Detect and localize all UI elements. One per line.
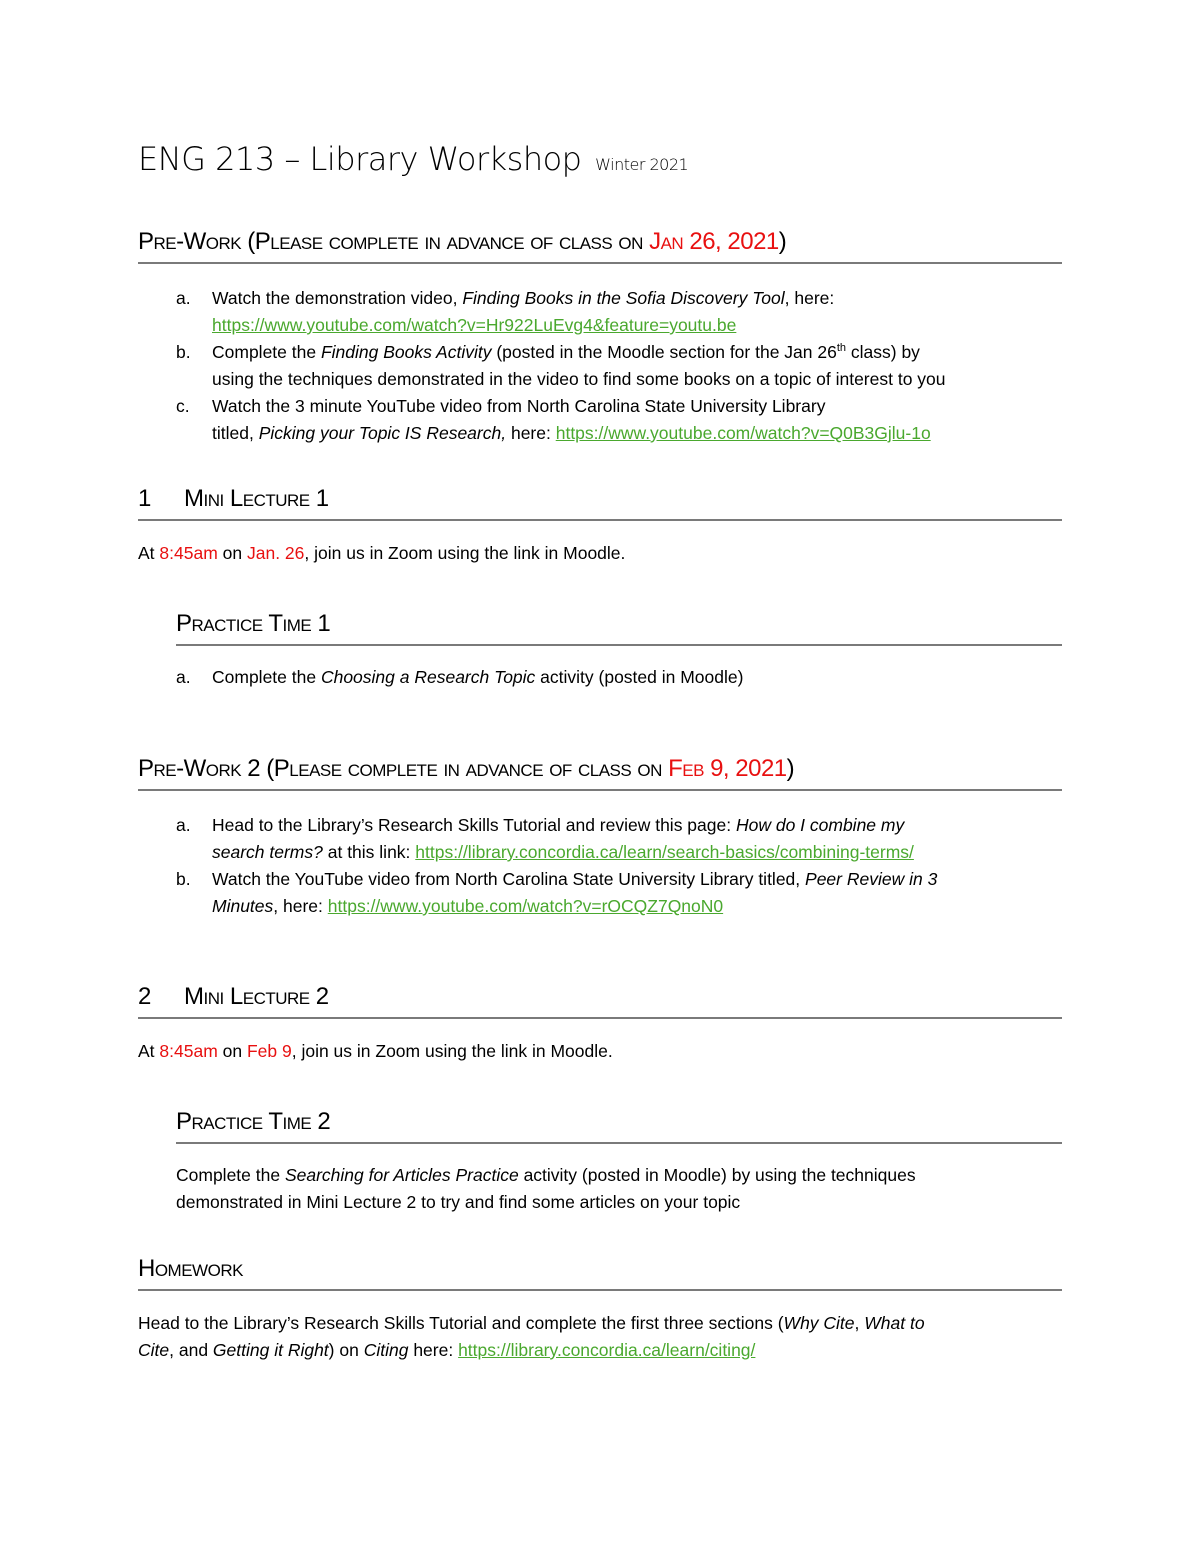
- list-item: [176, 339, 946, 393]
- lecture2-date: Feb 9: [246, 1041, 292, 1061]
- para-text: on: [217, 1041, 247, 1061]
- lecture2-heading: [138, 983, 1062, 1019]
- item-italic: Peer Review in 3: [805, 869, 938, 889]
- lecture1-time: 8:45am: [159, 543, 218, 563]
- practice1-heading-text: Practice Time 1: [176, 610, 331, 637]
- prework1-heading-suffix: ): [778, 228, 787, 255]
- practice2-heading: [176, 1108, 1062, 1144]
- prework2-heading-text: Pre-Work 2 (Please complete in advance of class on: [138, 755, 669, 782]
- list-marker: b.: [176, 342, 191, 362]
- item-italic: Choosing a Research Topic: [320, 667, 536, 687]
- item-text: (posted in the Moodle section for the Jan 26: [491, 342, 837, 362]
- item-text: here:: [506, 423, 556, 443]
- video-link[interactable]: https://www.youtube.com/watch?v=Q0B3Gjlu-1o: [555, 423, 931, 443]
- lecture2-time: 8:45am: [159, 1041, 218, 1061]
- lecture2-heading-text: Mini Lecture 2: [184, 983, 329, 1010]
- homework-paragraph: [138, 1310, 925, 1364]
- list-marker: a.: [176, 815, 191, 835]
- item-text: class) by: [846, 342, 920, 362]
- lecture1-heading-text: Mini Lecture 1: [184, 485, 329, 512]
- para-text: At: [138, 543, 160, 563]
- document-title: [138, 140, 688, 178]
- list-marker: a.: [176, 667, 191, 687]
- practice2-paragraph: [176, 1162, 916, 1216]
- para-text: ) on: [328, 1340, 364, 1360]
- list-item: [176, 664, 743, 691]
- para-text: , join us in Zoom using the link in Moodle.: [304, 543, 626, 563]
- item-text: Watch the YouTube video from North Carolina State University Library titled,: [212, 869, 806, 889]
- title-main: ENG 213 – Library Workshop: [138, 140, 582, 178]
- para-text: on: [217, 543, 247, 563]
- list-marker: b.: [176, 869, 191, 889]
- item-text: using the techniques demonstrated in the video to find some books on a topic of interest to you: [212, 369, 946, 389]
- lecture1-heading: [138, 485, 1062, 521]
- item-italic: Minutes: [212, 896, 274, 916]
- item-italic: Picking your Topic IS Research,: [258, 423, 507, 443]
- list-item: [176, 285, 946, 339]
- homework-heading: [138, 1255, 1062, 1291]
- list-marker: c.: [176, 396, 190, 416]
- list-item: [176, 866, 937, 920]
- para-text: activity (posted in Moodle) by using the techniques: [518, 1165, 916, 1185]
- prework2-heading-suffix: ): [786, 755, 795, 782]
- para-italic: Getting it Right: [212, 1340, 329, 1360]
- lecture1-date: Jan. 26: [246, 543, 305, 563]
- item-italic: search terms?: [212, 842, 323, 862]
- lecture1-paragraph: [138, 540, 625, 567]
- item-text: activity (posted in Moodle): [535, 667, 744, 687]
- prework2-heading: [138, 755, 1062, 791]
- video-link[interactable]: https://www.youtube.com/watch?v=rOCQZ7QnoN0: [327, 896, 724, 916]
- item-text: titled,: [212, 423, 259, 443]
- prework2-list: [176, 812, 937, 920]
- practice1-heading: [176, 610, 1062, 646]
- para-italic: Citing: [363, 1340, 409, 1360]
- tutorial-link[interactable]: https://library.concordia.ca/learn/search-basics/combining-terms/: [415, 842, 914, 862]
- item-italic: How do I combine my: [735, 815, 905, 835]
- item-text: Watch the demonstration video,: [212, 288, 463, 308]
- section-number: 1: [138, 485, 151, 512]
- para-italic: Why Cite: [783, 1313, 855, 1333]
- item-text: , here:: [273, 896, 328, 916]
- prework1-heading: [138, 228, 1062, 264]
- prework1-heading-date: Jan 26, 2021: [649, 228, 779, 255]
- item-text: Head to the Library’s Research Skills Tutorial and review this page:: [212, 815, 736, 835]
- item-superscript: th: [836, 342, 847, 355]
- item-text: Complete the: [212, 342, 321, 362]
- para-italic: Cite: [138, 1340, 170, 1360]
- item-text: Watch the 3 minute YouTube video from North Carolina State University Library: [212, 396, 826, 416]
- list-item: [176, 393, 946, 447]
- para-italic: Searching for Articles Practice: [284, 1165, 519, 1185]
- para-text: At: [138, 1041, 160, 1061]
- item-italic: Finding Books in the Sofia Discovery Tool: [462, 288, 785, 308]
- title-term: Winter 2021: [595, 155, 689, 174]
- para-text: demonstrated in Mini Lecture 2 to try and find some articles on your topic: [176, 1192, 741, 1212]
- lecture2-paragraph: [138, 1038, 613, 1065]
- list-marker: a.: [176, 288, 191, 308]
- para-text: Head to the Library’s Research Skills Tutorial and complete the first three sections (: [138, 1313, 784, 1333]
- item-text: Complete the: [212, 667, 321, 687]
- citing-link[interactable]: https://library.concordia.ca/learn/citing/: [458, 1340, 756, 1360]
- item-text: , here:: [784, 288, 835, 308]
- video-link[interactable]: https://www.youtube.com/watch?v=Hr922LuEvg4&feature=youtu.be: [212, 315, 737, 335]
- para-text: , join us in Zoom using the link in Moodle.: [291, 1041, 613, 1061]
- section-number: 2: [138, 983, 151, 1010]
- homework-heading-text: Homework: [138, 1255, 243, 1282]
- item-italic: Finding Books Activity: [320, 342, 492, 362]
- prework2-heading-date: Feb 9, 2021: [668, 755, 787, 782]
- para-text: ,: [854, 1313, 865, 1333]
- prework1-list: [176, 285, 946, 447]
- para-text: , and: [169, 1340, 213, 1360]
- para-italic: What to: [864, 1313, 925, 1333]
- para-text: Complete the: [176, 1165, 285, 1185]
- item-text: at this link:: [322, 842, 416, 862]
- prework1-heading-text: Pre-Work (Please complete in advance of class on: [138, 228, 650, 255]
- practice2-heading-text: Practice Time 2: [176, 1108, 331, 1135]
- practice1-list: [176, 664, 743, 691]
- para-text: here:: [408, 1340, 459, 1360]
- list-item: [176, 812, 937, 866]
